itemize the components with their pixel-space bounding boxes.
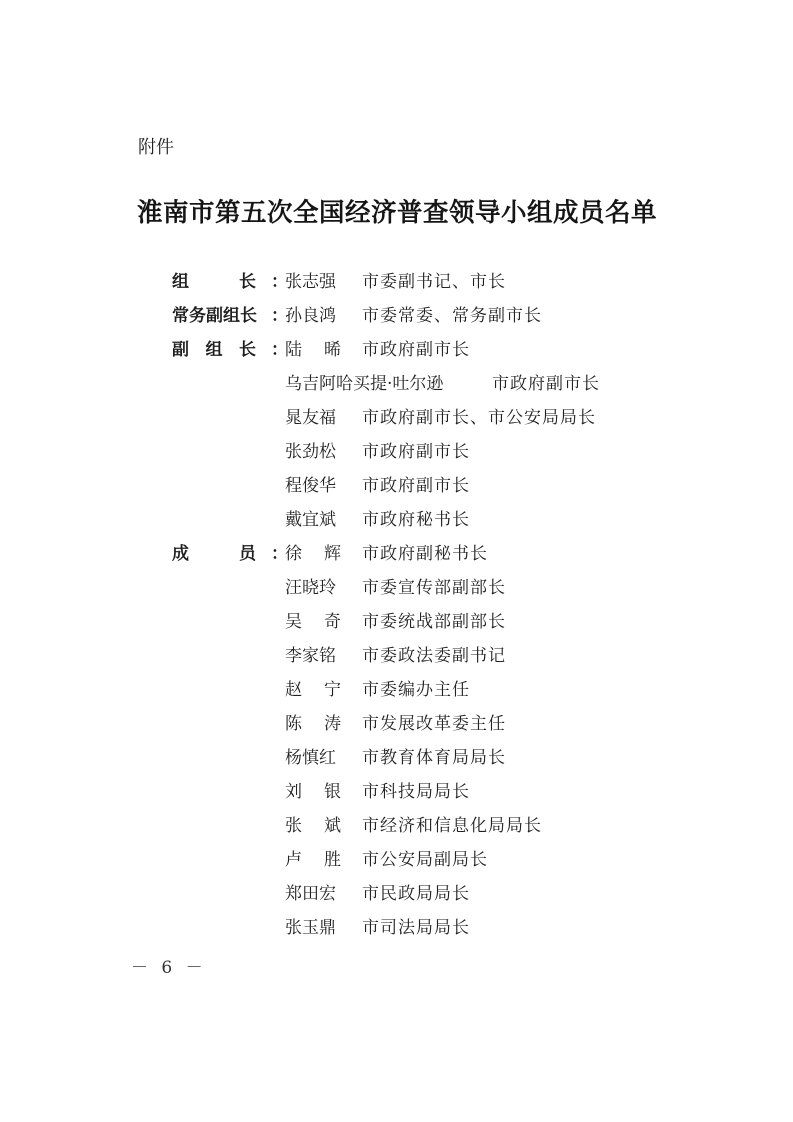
member-position: 市公安局副局长 xyxy=(362,850,488,870)
deputy-row xyxy=(0,333,793,367)
member-name: 陆晞 xyxy=(285,340,341,360)
member-name: 赵宁 xyxy=(285,680,341,700)
role-label-leader: 组长 xyxy=(172,272,256,292)
member-position: 市委政法委副书记 xyxy=(362,646,506,666)
deputy-row xyxy=(0,401,793,435)
member-row xyxy=(0,639,793,673)
member-name: 张玉鼎 xyxy=(285,918,336,938)
role-colon: ： xyxy=(271,340,288,360)
member-name: 张斌 xyxy=(285,816,341,836)
page-number: － 6 － xyxy=(131,958,207,978)
leader-row xyxy=(0,265,793,299)
member-position: 市科技局局长 xyxy=(362,782,470,802)
member-name: 戴宜斌 xyxy=(285,510,336,530)
member-position: 市教育体育局局长 xyxy=(362,748,506,768)
member-name: 张志强 xyxy=(285,272,336,292)
member-position: 市委统战部副部长 xyxy=(362,612,506,632)
member-position: 市经济和信息化局局长 xyxy=(362,816,542,836)
member-position: 市民政局局长 xyxy=(362,884,470,904)
role-label-exec-deputy: 常务副组长 xyxy=(172,306,257,326)
member-name: 徐辉 xyxy=(285,544,341,564)
deputy-row xyxy=(0,367,793,401)
member-row xyxy=(0,843,793,877)
role-colon: ： xyxy=(271,272,288,292)
member-position: 市政府副市长 xyxy=(362,340,470,360)
deputy-row xyxy=(0,435,793,469)
member-position: 市委常委、常务副市长 xyxy=(362,306,542,326)
member-position: 市发展改革委主任 xyxy=(362,714,506,734)
member-row xyxy=(0,775,793,809)
member-row xyxy=(0,911,793,945)
member-row xyxy=(0,707,793,741)
member-row xyxy=(0,571,793,605)
member-name: 吴奇 xyxy=(285,612,341,632)
deputy-row xyxy=(0,469,793,503)
member-row xyxy=(0,877,793,911)
member-position: 市政府秘书长 xyxy=(362,510,470,530)
member-name: 汪晓玲 xyxy=(285,578,336,598)
member-name: 李家铭 xyxy=(285,646,336,666)
member-name: 程俊华 xyxy=(285,476,336,496)
member-name: 卢胜 xyxy=(285,850,341,870)
exec-deputy-row xyxy=(0,299,793,333)
document-title: 淮南市第五次全国经济普查领导小组成员名单 xyxy=(137,198,658,228)
member-name: 郑田宏 xyxy=(285,884,336,904)
role-colon: ： xyxy=(271,544,288,564)
attachment-label: 附件 xyxy=(138,137,174,158)
member-list xyxy=(0,265,793,945)
member-position: 市政府副市长 xyxy=(362,476,470,496)
member-row xyxy=(0,605,793,639)
member-name: 张劲松 xyxy=(285,442,336,462)
member-name: 乌吉阿哈买提·吐尔逊 xyxy=(285,374,444,394)
member-name: 刘银 xyxy=(285,782,341,802)
member-position: 市政府副秘书长 xyxy=(362,544,488,564)
member-name: 晁友福 xyxy=(285,408,336,428)
member-name: 陈涛 xyxy=(285,714,341,734)
member-row xyxy=(0,673,793,707)
deputy-row xyxy=(0,503,793,537)
member-position: 市政府副市长 xyxy=(492,374,600,394)
role-label-member: 成员 xyxy=(172,544,256,564)
member-position: 市政府副市长 xyxy=(362,442,470,462)
member-position: 市委副书记、市长 xyxy=(362,272,506,292)
member-row xyxy=(0,741,793,775)
member-position: 市委编办主任 xyxy=(362,680,470,700)
member-position: 市政府副市长、市公安局局长 xyxy=(362,408,596,428)
role-colon: ： xyxy=(271,306,288,326)
member-row xyxy=(0,809,793,843)
member-name: 孙良鸿 xyxy=(285,306,336,326)
member-position: 市委宣传部副部长 xyxy=(362,578,506,598)
role-label-deputy: 副组长 xyxy=(172,340,256,360)
member-position: 市司法局局长 xyxy=(362,918,470,938)
member-name: 杨慎红 xyxy=(285,748,336,768)
member-row xyxy=(0,537,793,571)
